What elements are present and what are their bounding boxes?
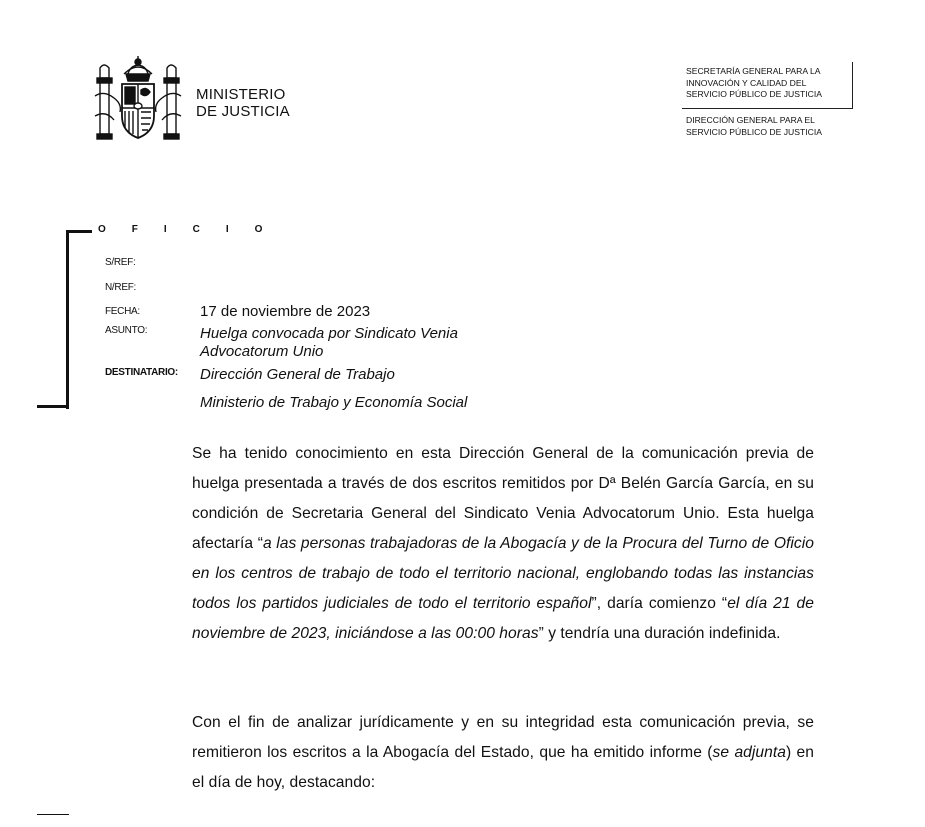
direccion-line: SERVICIO PÚBLICO DE JUSTICIA — [686, 126, 822, 137]
margin-mark — [37, 814, 69, 815]
p1-text-a: Se ha tenido conocimiento en esta Dirección General de la comunicación previa de huelga presentada a través de dos escritos remitidos por Dª Belén García García, en su condición de Secretaria General del Sindicato Venia Advocatorum Unio. Esta huelga afectaría “ — [192, 445, 814, 552]
p1-text-c: ” y tendría una duración indefinida. — [538, 625, 781, 642]
p2-italic: se adjunta — [712, 744, 786, 761]
bracket-vertical — [66, 230, 69, 409]
p2-text-a: Con el fin de analizar jurídicamente y en su integridad esta comunicación previa, se remitieron los escritos a la Abogacía del Estado, que ha emitido informe ( — [192, 714, 814, 761]
direccion-line: DIRECCIÓN GENERAL PARA EL — [686, 115, 815, 125]
oficio-title: OFICIO — [98, 224, 289, 235]
p2-text-b: ) en el día de hoy, destacando: — [192, 744, 814, 791]
secretaria-line: INNOVACIÓN Y CALIDAD DEL — [686, 77, 807, 88]
bracket-top — [68, 230, 92, 233]
secretaria-text — [686, 66, 822, 101]
direccion-general-text — [686, 115, 822, 138]
body-paragraph-2 — [192, 708, 814, 798]
coat-of-arms-icon — [92, 54, 184, 148]
asunto-value — [200, 325, 458, 361]
asunto-line: Huelga convocada por Sindicato Venia — [200, 325, 458, 342]
sref-label: S/REF: — [105, 257, 136, 268]
p1-quote-1: a las personas trabajadoras de la Abogacía y de la Procura del Turno de Oficio en los centros de trabajo de todo el territorio nacional, englobando todas las instancias todos los partidos judiciales de todo el territorio español — [192, 535, 814, 612]
fecha-label: FECHA: — [105, 306, 140, 317]
nref-label: N/REF: — [105, 282, 136, 293]
asunto-line: Advocatorum Unio — [200, 343, 324, 360]
asunto-label: ASUNTO: — [105, 325, 148, 336]
secretaria-line: SERVICIO PÚBLICO DE JUSTICIA — [686, 89, 822, 99]
secretaria-line: SECRETARÍA GENERAL PARA LA — [686, 66, 821, 76]
destinatario-line2: Ministerio de Trabajo y Economía Social — [200, 394, 468, 411]
ministry-line1: MINISTERIO — [196, 86, 286, 103]
p1-quote-2: el día 21 de noviembre de 2023, iniciándose a las 00:00 horas — [192, 595, 814, 642]
destinatario-label: DESTINATARIO: — [105, 367, 178, 378]
ministry-line2: DE JUSTICIA — [196, 103, 290, 120]
secretaria-box — [682, 62, 853, 109]
p1-text-b: ”, daría comienzo “ — [591, 595, 728, 612]
destinatario-line1: Dirección General de Trabajo — [200, 366, 395, 383]
fecha-value: 17 de noviembre de 2023 — [200, 303, 371, 320]
body-paragraph-1 — [192, 439, 814, 649]
ministry-name — [196, 86, 290, 120]
bracket-bottom — [37, 405, 69, 408]
